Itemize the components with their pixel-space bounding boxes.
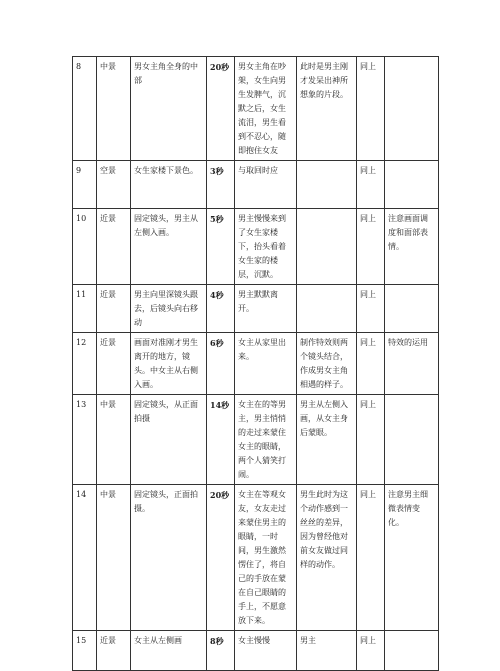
- duration-cell: 3秒: [207, 161, 235, 209]
- sound-note-cell: [297, 209, 357, 285]
- music-cell: 同上: [357, 485, 385, 631]
- row-number-cell: 13: [73, 395, 97, 485]
- remark-cell: [385, 631, 439, 671]
- row-number-cell: 11: [73, 285, 97, 333]
- table-row: [73, 161, 439, 209]
- row-number-cell: 8: [73, 57, 97, 161]
- camera-movement-cell: 女主从左侧画: [131, 631, 207, 671]
- shot-content-cell: 男主慢慢来到了女生家楼下，抬头看着女生家的楼层，沉默。: [235, 209, 297, 285]
- remark-cell: [385, 161, 439, 209]
- table-row: [73, 57, 439, 161]
- camera-movement-cell: 男女主角全身的中部: [131, 57, 207, 161]
- shot-type-cell: 近景: [97, 333, 131, 395]
- duration-cell: 20秒: [207, 485, 235, 631]
- sound-note-cell: 制作特效则两个镜头结合，作成男女主角相遇的样子。: [297, 333, 357, 395]
- remark-cell: 注意男主细微表情变化。: [385, 485, 439, 631]
- camera-movement-cell: 画面对准刚才男生离开的地方，镜头。中女主从右侧入画。: [131, 333, 207, 395]
- row-number-cell: 14: [73, 485, 97, 631]
- shot-content-cell: 女主慢慢: [235, 631, 297, 671]
- table-row: [73, 485, 439, 631]
- remark-cell: [385, 57, 439, 161]
- shot-content-cell: 男主默默离开。: [235, 285, 297, 333]
- row-number-cell: 9: [73, 161, 97, 209]
- music-cell: 同上: [357, 333, 385, 395]
- sound-note-cell: 男生此时为这个动作感到一丝丝的差异，因为曾经他对前女友做过同样的动作。: [297, 485, 357, 631]
- shot-content-cell: 女主从家里出来。: [235, 333, 297, 395]
- row-number-cell: 10: [73, 209, 97, 285]
- shot-content-cell: 女主在等观女友，女友走过来蒙住男主的眼睛，一时间，男生激然愣住了，将自己的手放在蒙在自己眼睛的手上，不愿意放下来。: [235, 485, 297, 631]
- remark-cell: 特效的运用: [385, 333, 439, 395]
- duration-cell: 4秒: [207, 285, 235, 333]
- remark-cell: [385, 285, 439, 333]
- camera-movement-cell: 固定镜头，男主从左侧入画。: [131, 209, 207, 285]
- shot-type-cell: 中景: [97, 485, 131, 631]
- sound-note-cell: 男主从左侧入画，从女主身后蒙眼。: [297, 395, 357, 485]
- sound-note-cell: 男主: [297, 631, 357, 671]
- sound-note-cell: [297, 161, 357, 209]
- shot-type-cell: 中景: [97, 57, 131, 161]
- shot-type-cell: 近景: [97, 285, 131, 333]
- sound-note-cell: 此时是男主刚才发呆出神所想象的片段。: [297, 57, 357, 161]
- music-cell: 同上: [357, 395, 385, 485]
- row-number-cell: 15: [73, 631, 97, 671]
- music-cell: 同上: [357, 631, 385, 671]
- table-row: [73, 285, 439, 333]
- camera-movement-cell: 男主向里深镜头跟去，后镜头向右移动: [131, 285, 207, 333]
- remark-cell: [385, 395, 439, 485]
- shot-content-cell: 男女主角在吵架，女生向男生发脾气，沉默之后，女生流泪，男生看到不忍心，随即抱住女友: [235, 57, 297, 161]
- table-row: [73, 333, 439, 395]
- shot-type-cell: 空景: [97, 161, 131, 209]
- storyboard-table: [72, 56, 439, 671]
- shot-content-cell: 与取回时应: [235, 161, 297, 209]
- duration-cell: 6秒: [207, 333, 235, 395]
- table-row: [73, 395, 439, 485]
- row-number-cell: 12: [73, 333, 97, 395]
- duration-cell: 5秒: [207, 209, 235, 285]
- music-cell: 同上: [357, 57, 385, 161]
- table-row: [73, 631, 439, 671]
- camera-movement-cell: 固定镜头，正面拍摄。: [131, 485, 207, 631]
- shot-type-cell: 近景: [97, 209, 131, 285]
- duration-cell: 14秒: [207, 395, 235, 485]
- duration-cell: 8秒: [207, 631, 235, 671]
- shot-type-cell: 近景: [97, 631, 131, 671]
- remark-cell: 注意画面调度和面部表情。: [385, 209, 439, 285]
- shot-content-cell: 女主在的等男主，男主悄悄的走过来蒙住女主的眼睛，两个人猜笑打闹。: [235, 395, 297, 485]
- camera-movement-cell: 女生家楼下景色。: [131, 161, 207, 209]
- sound-note-cell: [297, 285, 357, 333]
- duration-cell: 20秒: [207, 57, 235, 161]
- shot-type-cell: 中景: [97, 395, 131, 485]
- music-cell: 同上: [357, 209, 385, 285]
- camera-movement-cell: 固定镜头，从正面拍摄: [131, 395, 207, 485]
- music-cell: 同上: [357, 285, 385, 333]
- music-cell: 同上: [357, 161, 385, 209]
- table-row: [73, 209, 439, 285]
